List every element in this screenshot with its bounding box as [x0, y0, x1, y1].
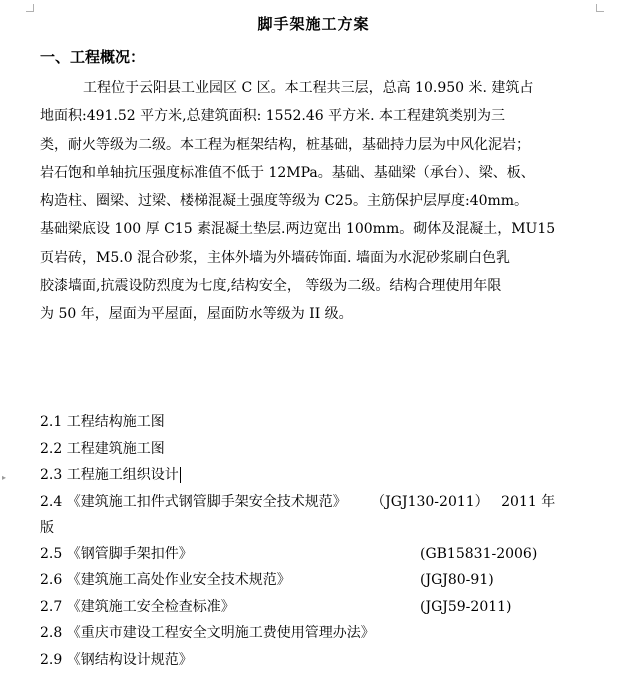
paragraph-line: 为 50 年，屋面为平屋面，屋面防水等级为 II 级。: [40, 306, 353, 323]
reference-number: 2.2: [40, 440, 63, 457]
reference-number: 2.7: [40, 598, 63, 615]
reference-name: 《建筑施工扣件式钢管脚手架安全技术规范》: [66, 493, 347, 510]
reference-item: [40, 462, 602, 489]
reference-code: (JGJ80-91): [420, 572, 494, 588]
reference-name: 《建筑施工高处作业安全技术规范》: [66, 572, 291, 588]
reference-list: [40, 409, 602, 673]
reference-item: [40, 541, 602, 568]
paragraph-line: 胶漆墙面,抗震设防烈度为七度,结构安全， 等级为二级。结构合理使用年限: [40, 278, 502, 295]
reference-code: (GB15831-2006): [420, 545, 538, 562]
reference-item: [40, 567, 602, 594]
reference-number: 2.4: [40, 493, 63, 510]
paragraph-line: 基础梁底设 100 厚 C15 素混凝土垫层.两边宽出 100mm。砌体及混凝土，MU15: [40, 221, 556, 238]
page-corner-mark-top-right: [596, 4, 604, 12]
reference-number: 2.1: [40, 414, 63, 430]
reference-item: [40, 489, 602, 541]
reference-number: 2.8: [40, 625, 63, 641]
reference-code: (JGJ59-2011): [420, 598, 512, 615]
ruler-tick-mark: ▸: [2, 473, 7, 482]
reference-name: 《重庆市建设工程安全文明施工费使用管理办法》: [66, 625, 375, 641]
reference-continuation: 版: [40, 519, 54, 536]
paragraph-line: 岩石饱和单轴抗压强度标准值不低于 12MPa。基础、基础梁（承台）、梁、板、: [40, 164, 535, 181]
document-title: 脚手架施工方案: [257, 15, 370, 33]
text-cursor: [180, 467, 181, 483]
paragraph-line: 地面积:491.52 平方米,总建筑面积: 1552.46 平方米. 本工程建筑类别为三: [40, 108, 506, 125]
reference-number: 2.6: [40, 572, 63, 588]
reference-number: 2.5: [40, 545, 63, 562]
reference-year: 2011 年: [501, 493, 556, 510]
page-corner-mark-top-left: [26, 4, 34, 12]
reference-item: [40, 594, 602, 621]
reference-name: 工程结构施工图: [66, 414, 165, 430]
paragraph-line: 类，耐火等级为二级。本工程为框架结构，桩基础，基础持力层为中风化泥岩；: [40, 136, 530, 153]
reference-item: [40, 620, 602, 647]
overview-paragraph: [40, 74, 602, 329]
section-heading: 一、工程概况：: [40, 48, 146, 66]
paragraph-line: 构造柱、圈梁、过梁、楼梯混凝土强度等级为 C25。主筋保护层厚度:40mm。: [40, 193, 529, 210]
reference-name: 工程施工组织设计: [66, 467, 179, 483]
reference-code: （JGJ130-2011）: [371, 493, 489, 510]
reference-name: 《钢管脚手架扣件》: [66, 545, 193, 562]
reference-name: 工程建筑施工图: [66, 440, 165, 457]
reference-item: [40, 647, 602, 674]
paragraph-line: 页岩砖，M5.0 混合砂浆，主体外墙为外墙砖饰面. 墙面为水泥砂浆刷白色乳: [40, 249, 510, 266]
reference-number: 2.3: [40, 467, 63, 483]
reference-name: 《建筑施工安全检查标准》: [66, 598, 235, 615]
reference-item: [40, 436, 602, 463]
paragraph-line: 工程位于云阳县工业园区 C 区。本工程共三层，总高 10.950 米. 建筑占: [83, 80, 534, 96]
reference-item: [40, 409, 602, 436]
reference-number: 2.9: [40, 651, 63, 668]
reference-name: 《钢结构设计规范》: [66, 651, 193, 668]
